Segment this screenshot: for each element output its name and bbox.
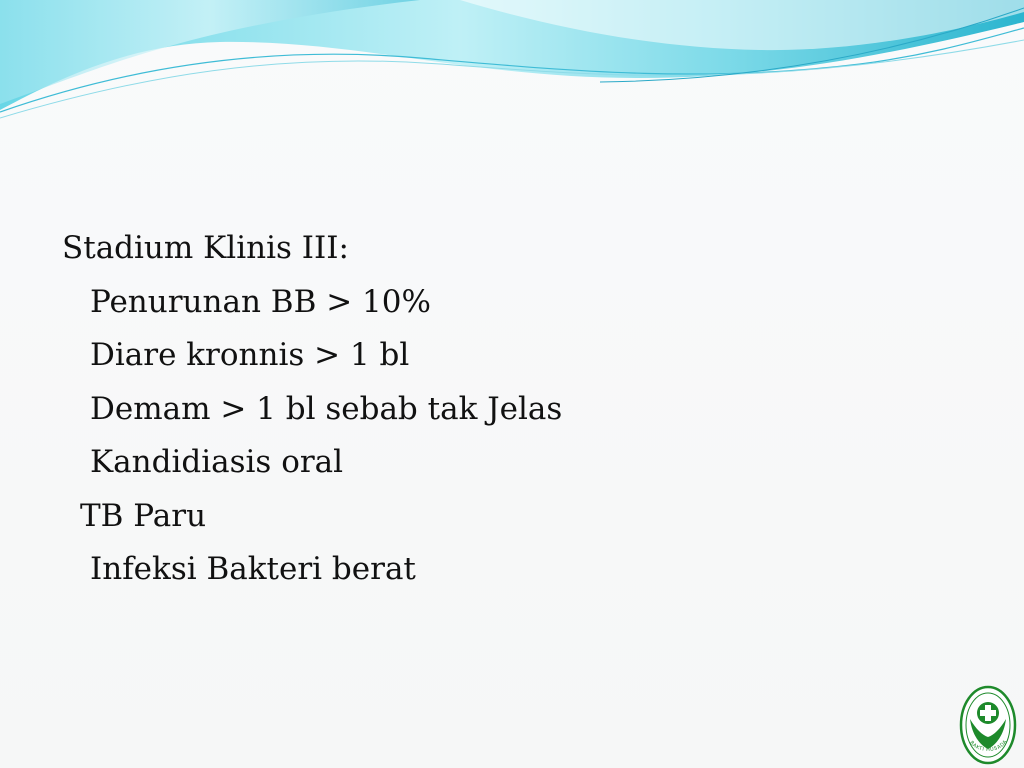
slide-heading: Stadium Klinis III: (62, 230, 349, 266)
bakti-husada-logo-icon (958, 683, 1018, 765)
slide-body (62, 222, 962, 597)
list-item: Diare kronnis > 1 bl (90, 337, 410, 373)
list-item: Kandidiasis oral (90, 444, 344, 480)
header-wave-decoration (0, 0, 1024, 130)
list-item: TB Paru (80, 497, 207, 534)
list-item: Demam > 1 bl sebab tak Jelas (90, 390, 563, 427)
list-item: Infeksi Bakteri berat (90, 551, 416, 587)
list-item: Penurunan BB > 10% (90, 283, 431, 320)
svg-text:BAKTI HUSADA: BAKTI HUSADA (968, 738, 1009, 754)
